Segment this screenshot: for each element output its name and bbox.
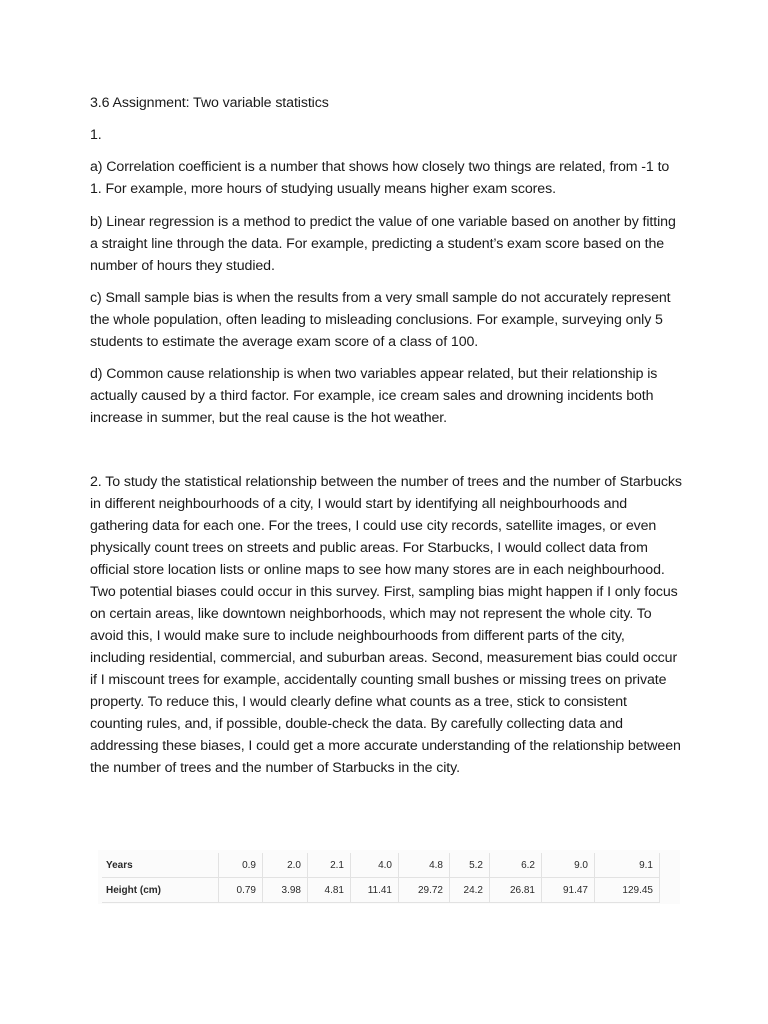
- table-cell: 9.0: [542, 853, 595, 878]
- data-table-image: [98, 850, 680, 904]
- table-cell: 4.8: [399, 853, 450, 878]
- answer-d: d) Common cause relationship is when two variables appear related, but their relationship is actually caused by a third factor. For example, ice cream sales and drowning incidents both increase in summer, but the real cause is the hot weather.: [90, 366, 658, 426]
- table-cell: 6.2: [490, 853, 542, 878]
- table-cell: 91.47: [542, 878, 595, 903]
- table-cell: 11.41: [351, 878, 399, 903]
- table-cell: 24.2: [450, 878, 490, 903]
- table-row-height: [102, 878, 660, 903]
- question-2-answer: 2. To study the statistical relationship between the number of trees and the number of Starbucks in different neighbourhoods of a city, I would start by identifying all neighbourhoods and gathering data for each one. For the trees, I could use city records, satellite images, or even physically count trees on streets and public areas. For Starbucks, I would collect data from official store location lists or online maps to see how many stores are in each neighbourhood. Two potential biases could occur in this survey. First, sampling bias might happen if I only focus on certain areas, like downtown neighborhoods, which may not represent the whole city. To avoid this, I would make sure to include neighbourhoods from different parts of the city, including residential, commercial, and suburban areas. Second, measurement bias could occur if I miscount trees for example, accidentally counting small bushes or missing trees on private property. To reduce this, I would clearly define what counts as a tree, stick to consistent counting rules, and, if possible, double-check the data. By carefully collecting data and addressing these biases, I could get a more accurate understanding of the relationship between the number of trees and the number of Starbucks in the city.: [90, 474, 682, 776]
- answer-a: a) Correlation coefficient is a number that shows how closely two things are related, from -1 to 1. For example, more hours of studying usually means higher exam scores.: [90, 159, 670, 197]
- question-1-number: 1.: [90, 127, 102, 143]
- table-cell: 4.0: [351, 853, 399, 878]
- table-cell: 2.0: [263, 853, 308, 878]
- row-header-height: Height (cm): [102, 878, 219, 903]
- row-header-years: Years: [102, 853, 219, 878]
- table-cell: 2.1: [308, 853, 351, 878]
- table-cell: 5.2: [450, 853, 490, 878]
- table-cell: 129.45: [595, 878, 660, 903]
- answer-c: c) Small sample bias is when the results from a very small sample do not accurately represent the whole population, often leading to misleading conclusions. For example, surveying only 5 students to estimate the average exam score of a class of 100.: [90, 290, 671, 350]
- table-cell: 0.9: [219, 853, 263, 878]
- table-cell: 0.79: [219, 878, 263, 903]
- table-cell: 9.1: [595, 853, 660, 878]
- assignment-title: 3.6 Assignment: Two variable statistics: [90, 95, 329, 111]
- table-cell: 3.98: [263, 878, 308, 903]
- answer-b: b) Linear regression is a method to predict the value of one variable based on another by fitting a straight line through the data. For example, predicting a student’s exam score based on the number of hours they studied.: [90, 214, 676, 274]
- table-cell: 26.81: [490, 878, 542, 903]
- table-row-years: [102, 853, 660, 878]
- table-cell: 29.72: [399, 878, 450, 903]
- table-cell: 4.81: [308, 878, 351, 903]
- years-height-table: [102, 853, 660, 903]
